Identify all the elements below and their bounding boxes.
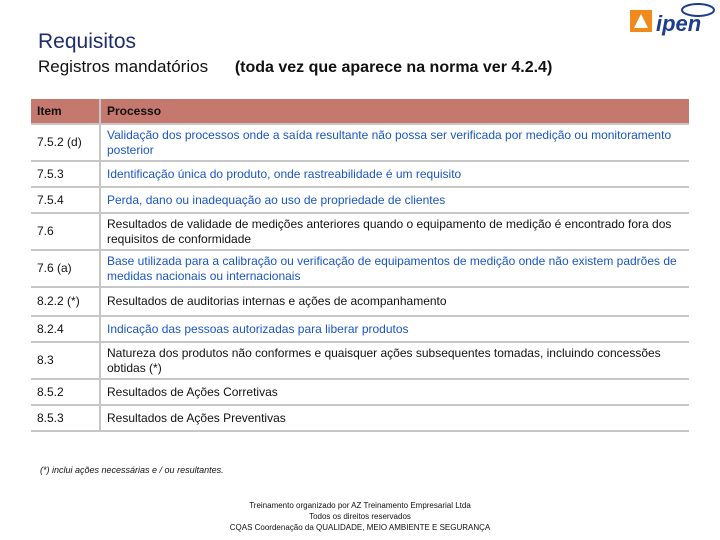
cell-process: Resultados de Ações Preventivas: [100, 405, 689, 431]
footer: [0, 500, 720, 533]
cell-process: Resultados de auditorias internas e ações de acompanhamento: [100, 287, 689, 316]
column-header-process: Processo: [100, 99, 689, 124]
cell-item: 7.6 (a): [31, 250, 100, 287]
requirements-table: [31, 99, 689, 432]
table-row: [31, 316, 689, 342]
cell-process: Natureza dos produtos não conformes e quaisquer ações subsequentes tomadas, incluindo concessões obtidas (*): [100, 342, 689, 379]
cell-process: Identificação única do produto, onde rastreabilidade é um requisito: [100, 161, 689, 187]
table-row: [31, 287, 689, 316]
footer-line-1: Treinamento organizado por AZ Treinamento Empresarial Ltda: [249, 501, 471, 510]
table-row: [31, 213, 689, 250]
table-row: [31, 187, 689, 213]
table-row: [31, 342, 689, 379]
table-row: [31, 379, 689, 405]
footer-line-3: CQAS Coordenação da QUALIDADE, MEIO AMBIENTE E SEGURANÇA: [229, 523, 491, 532]
cell-process: Perda, dano ou inadequação ao uso de propriedade de clientes: [100, 187, 689, 213]
logo-text: ipen: [656, 11, 702, 36]
table-row: [31, 250, 689, 287]
cell-item: 8.2.4: [31, 316, 100, 342]
cell-item: 7.5.3: [31, 161, 100, 187]
cell-process: Resultados de validade de medições anteriores quando o equipamento de medição é encontrado fora dos requisitos de conformidade: [100, 213, 689, 250]
cell-item: 8.2.2 (*): [31, 287, 100, 316]
cell-item: 7.6: [31, 213, 100, 250]
cell-process: Base utilizada para a calibração ou verificação de equipamentos de medição onde não existem padrões de medidas nacionais ou internacionais: [100, 250, 689, 287]
subtitle-note: (toda vez que aparece na norma ver 4.2.4): [234, 59, 553, 76]
cell-item: 7.5.4: [31, 187, 100, 213]
cell-process: Indicação das pessoas autorizadas para liberar produtos: [100, 316, 689, 342]
slide-subtitle: [38, 57, 552, 77]
ipen-logo: [628, 2, 718, 36]
cell-item: 8.3: [31, 342, 100, 379]
footer-line-2: Todos os direitos reservados: [309, 512, 411, 521]
cell-item: 8.5.3: [31, 405, 100, 431]
cell-item: 7.5.2 (d): [31, 124, 100, 161]
cell-item: 8.5.2: [31, 379, 100, 405]
cell-process: Validação dos processos onde a saída resultante não possa ser verificada por medição ou monitoramento posterior: [100, 124, 689, 161]
table-row: [31, 161, 689, 187]
table-header-row: [31, 99, 689, 124]
cell-process: Resultados de Ações Corretivas: [100, 379, 689, 405]
table-body: [31, 124, 689, 431]
table-row: [31, 124, 689, 161]
column-header-item: Item: [31, 99, 100, 124]
slide-title: Requisitos: [38, 30, 137, 53]
table-row: [31, 405, 689, 431]
footnote: (*) inclui ações necessárias e / ou resultantes.: [40, 465, 224, 475]
subtitle-text: Registros mandatórios: [38, 57, 209, 76]
